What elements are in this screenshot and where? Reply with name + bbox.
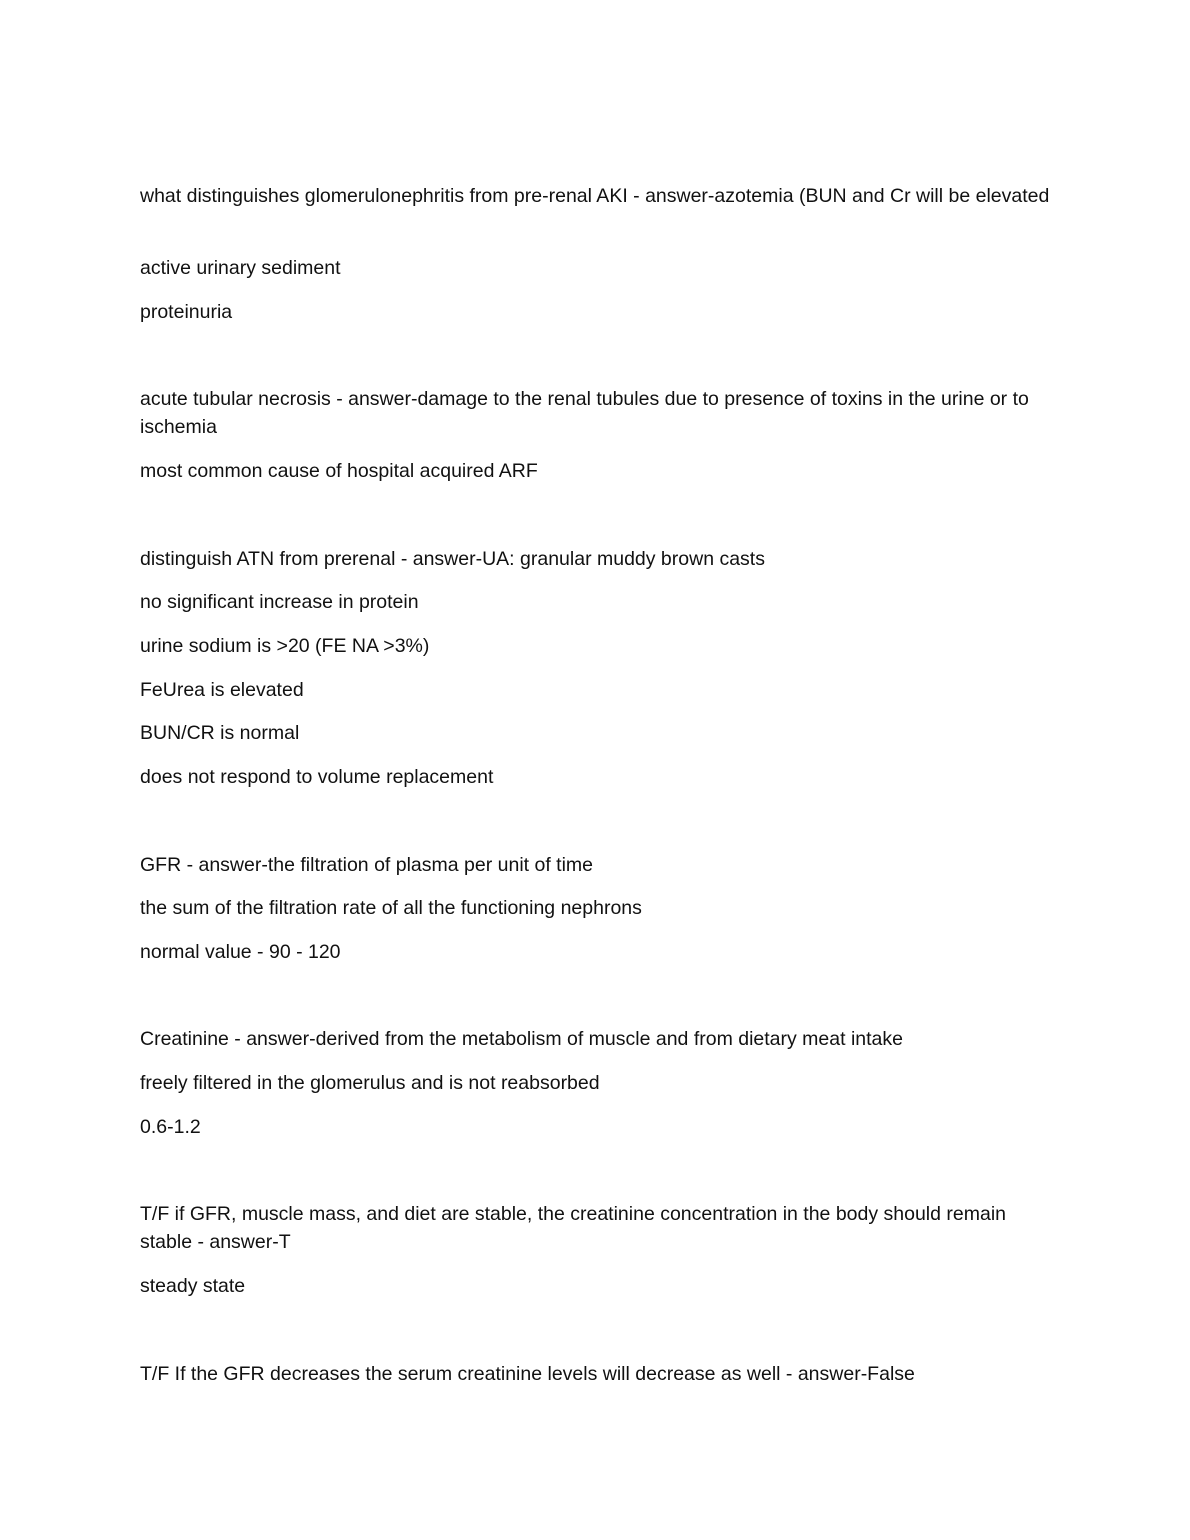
card-term: T/F If the GFR decreases the serum creatinine levels will decrease as well - answer-False — [140, 1363, 915, 1385]
card-detail: freely filtered in the glomerulus and is not reabsorbed — [140, 1072, 600, 1094]
card-detail: normal value - 90 - 120 — [140, 941, 341, 963]
card-detail: proteinuria — [140, 301, 233, 323]
card-detail: urine sodium is >20 (FE NA >3%) — [140, 635, 430, 657]
card-detail: 0.6-1.2 — [140, 1116, 201, 1138]
card-detail: FeUrea is elevated — [140, 679, 304, 701]
card-detail: does not respond to volume replacement — [140, 766, 494, 788]
card-term: distinguish ATN from prerenal - answer-UA: granular muddy brown casts — [140, 548, 765, 570]
card-term: T/F if GFR, muscle mass, and diet are stable, the creatinine concentration in the body should remain stable - answer-T — [140, 1203, 1007, 1253]
card-term: acute tubular necrosis - answer-damage to the renal tubules due to presence of toxins in the urine or to ischemia — [140, 388, 1029, 438]
card-detail: steady state — [140, 1275, 246, 1297]
card-term: GFR - answer-the filtration of plasma per unit of time — [140, 854, 594, 876]
card-term: what distinguishes glomerulonephritis from pre-renal AKI - answer-azotemia (BUN and Cr will be elevated — [140, 185, 1050, 207]
card-detail: most common cause of hospital acquired ARF — [140, 460, 538, 482]
card-detail: BUN/CR is normal — [140, 722, 300, 744]
card-term: Creatinine - answer-derived from the metabolism of muscle and from dietary meat intake — [140, 1028, 903, 1050]
card-detail: no significant increase in protein — [140, 591, 419, 613]
card-detail: the sum of the filtration rate of all the functioning nephrons — [140, 897, 642, 919]
card-detail: active urinary sediment — [140, 257, 341, 279]
